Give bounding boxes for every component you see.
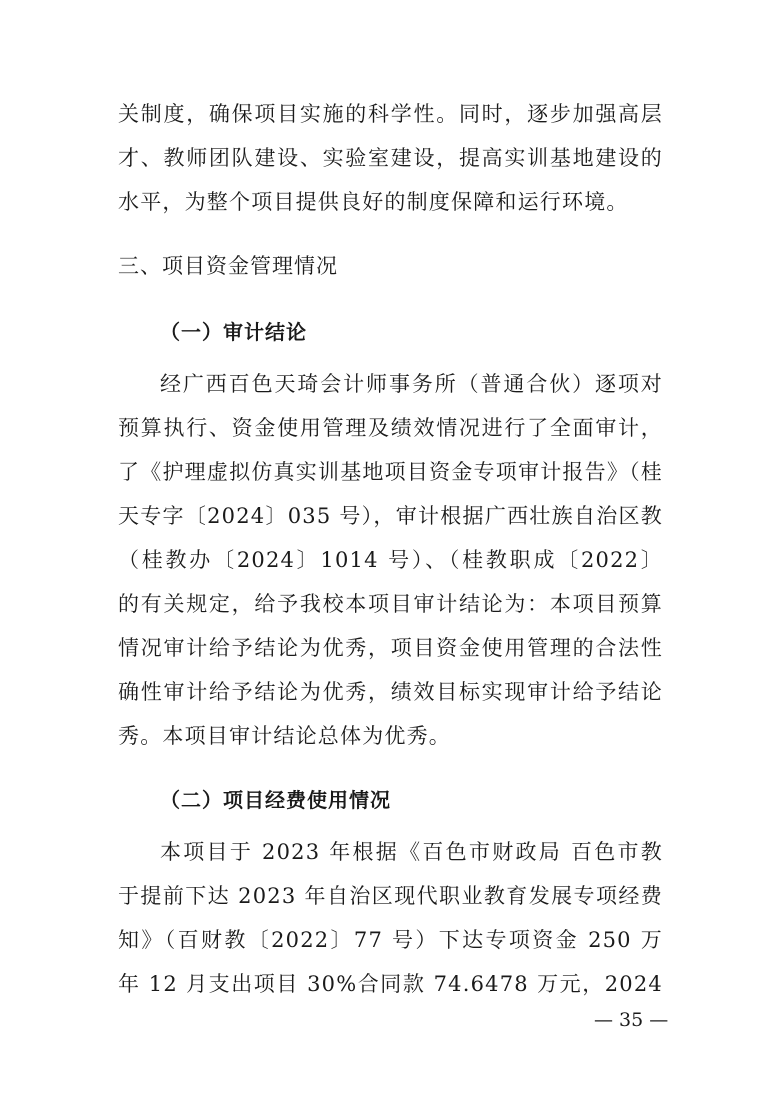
paragraph-line: （桂教办〔2024〕1014 号）、（桂教职成〔2022〕 (118, 548, 663, 572)
subsection-heading: （二）项目经费使用情况 (160, 788, 391, 812)
paragraph-line: 的有关规定，给予我校本项目审计结论为：本项目预算 (118, 592, 663, 616)
paragraph-line: 预算执行、资金使用管理及绩效情况进行了全面审计， (118, 416, 663, 440)
paragraph-line: 本项目于 2023 年根据《百色市财政局 百色市教 (160, 840, 663, 864)
paragraph-line: 经广西百色天琦会计师事务所（普通合伙）逐项对 (160, 372, 663, 396)
paragraph-line: 情况审计给予结论为优秀，项目资金使用管理的合法性 (118, 636, 663, 660)
page-number: — 35 — (594, 1009, 669, 1031)
paragraph-line: 了《护理虚拟仿真实训基地项目资金专项审计报告》（桂 (118, 460, 663, 484)
paragraph-line: 知》（百财教〔2022〕77 号）下达专项资金 250 万 (118, 928, 663, 952)
paragraph-line: 才、教师团队建设、实验室建设，提高实训基地建设的 (118, 146, 663, 170)
paragraph-line: 年 12 月支出项目 30%合同款 74.6478 万元，2024 (118, 972, 663, 996)
paragraph-line: 确性审计给予结论为优秀，绩效目标实现审计给予结论 (118, 680, 663, 704)
paragraph-line: 水平，为整个项目提供良好的制度保障和运行环境。 (118, 190, 629, 214)
subsection-heading: （一）审计结论 (160, 320, 307, 344)
paragraph-line: 于提前下达 2023 年自治区现代职业教育发展专项经费 (118, 884, 663, 908)
paragraph-line: 关制度，确保项目实施的科学性。同时，逐步加强高层 (118, 102, 663, 126)
paragraph-line: 秀。本项目审计结论总体为优秀。 (118, 724, 451, 748)
paragraph-line: 天专字〔2024〕035 号），审计根据广西壮族自治区教 (118, 504, 663, 528)
section-heading: 三、项目资金管理情况 (118, 254, 338, 278)
